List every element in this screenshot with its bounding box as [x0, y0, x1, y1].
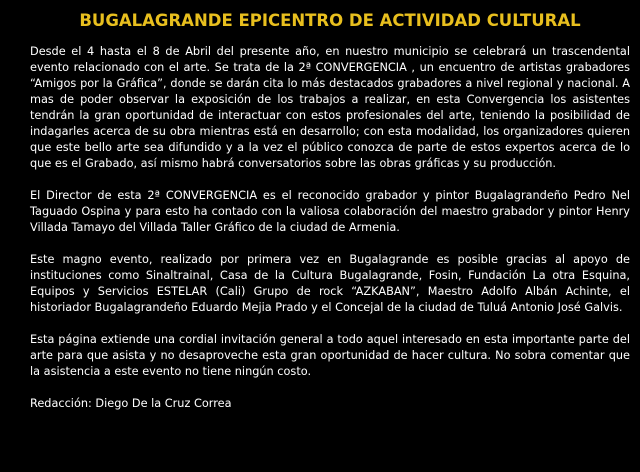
paragraph-event-intro: Desde el 4 hasta el 8 de Abril del presente año, en nuestro municipio se celebrará un trascendental evento relacionado con el arte. Se trata de la 2ª CONVERGENCIA , un encuentro de artistas grabadores “Amigos por la Gráfica”, donde se darán cita lo más destacados grabadores a nivel regional y nacional. A mas de poder observar la exposición de los trabajos a realizar, en esta Convergencia los asistentes tendrán la gran oportunidad de interactuar con estos profesionales del arte, teniendo la posibilidad de indagarles acerca de su obra mientras está en desarrollo; con esta modalidad, los organizadores quieren que este bello arte sea difundido y a la vez el público conozca de parte de estos expertos acerca de lo que es el Grabado, así mismo habrá conversatorios sobre las obras gráficas y su producción. — [30, 45, 630, 170]
article-title: BUGALAGRANDE EPICENTRO DE ACTIVIDAD CULTURAL — [79, 11, 581, 30]
paragraph-sponsors: Este magno evento, realizado por primera vez en Bugalagrande es posible gracias al apoyo de instituciones como Sinaltrainal, Casa de la Cultura Bugalagrande, Fosin, Fundación La otra Esquina, Equipos y Servicios ESTELAR (Cali) Grupo de rock “AZKABAN”, Maestro Adolfo Albán Achinte, el historiador Bugalagrandeño Eduardo Mejia Prado y el Concejal de la ciudad de Tuluá Antonio José Galvis. — [30, 253, 630, 314]
paragraph-director: El Director de esta 2ª CONVERGENCIA es el reconocido grabador y pintor Bugalagrandeño Pedro Nel Taguado Ospina y para esto ha contado con la valiosa colaboración del maestro grabador y pintor Henry Villada Tamayo del Villada Taller Gráfico de la ciudad de Armenia. — [30, 189, 630, 234]
paragraph-invitation: Esta página extiende una cordial invitación general a todo aquel interesado en esta importante parte del arte para que asista y no desaproveche esta gran oportunidad de hacer cultura. No sobra comentar que la asistencia a este evento no tiene ningún costo. — [30, 333, 630, 378]
article-credit: Redacción: Diego De la Cruz Correa — [30, 397, 232, 410]
